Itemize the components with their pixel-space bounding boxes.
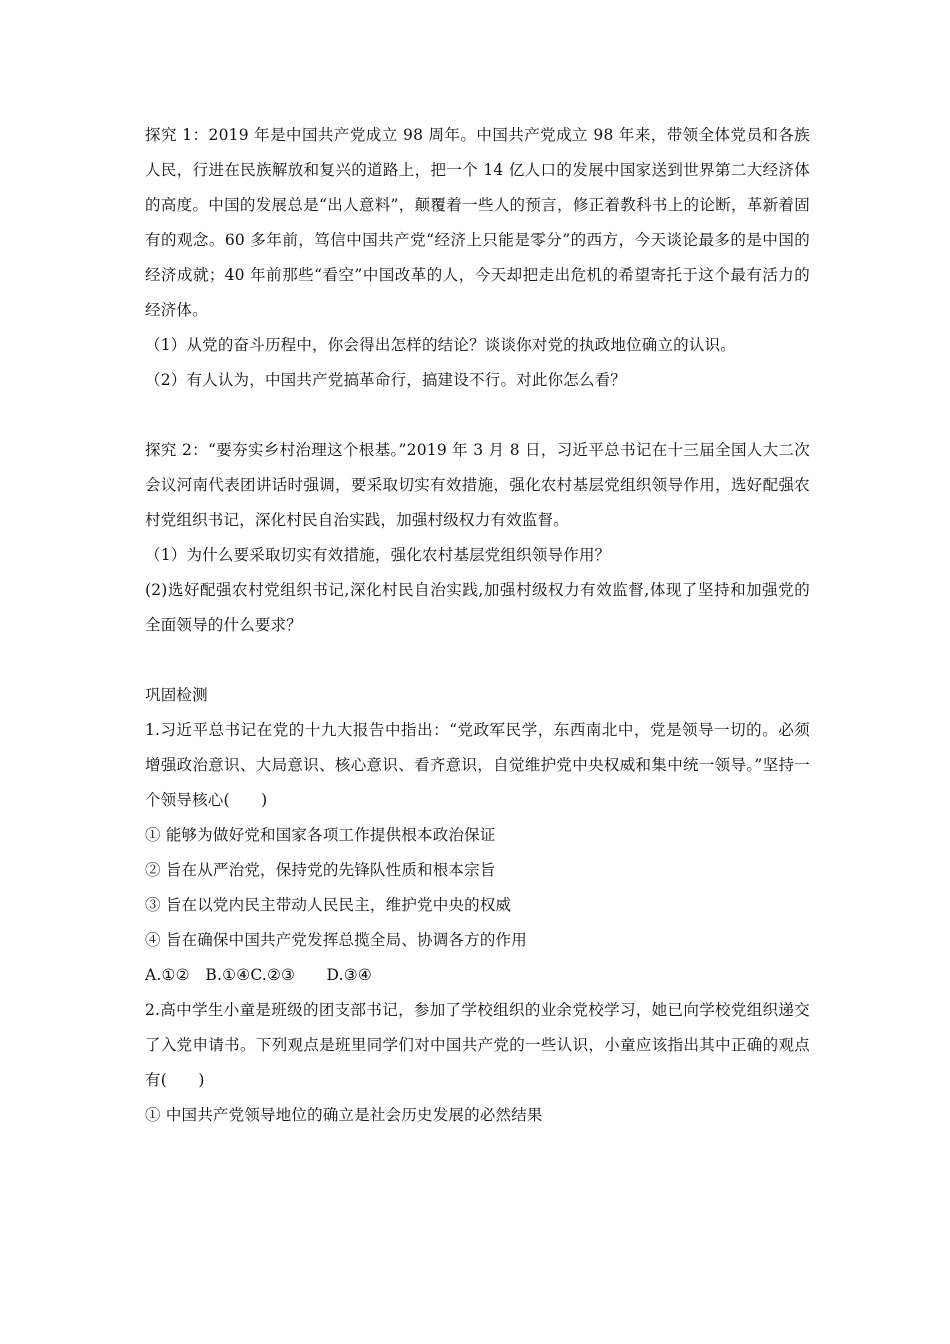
explore2-question-1: （1）为什么要采取切实有效措施，强化农村基层党组织领导作用？ xyxy=(145,546,611,564)
question-1-option-2: ② 旨在从严治党，保持党的先锋队性质和根本宗旨 xyxy=(145,861,496,879)
explore1-question-1: （1）从党的奋斗历程中，你会得出怎样的结论？谈谈你对党的执政地位确立的认识。 xyxy=(145,336,736,354)
question-2-stem: 2.高中学生小童是班级的团支部书记，参加了学校组织的业余党校学习，她已向学校党组织递交了入党申请书。下列观点是班里同学们对中国共产党的一些认识，小童应该指出其中正确的观点有( ) xyxy=(145,1001,810,1089)
question-1-answers: A.①② B.①④C.②③ D.③④ xyxy=(145,966,372,984)
question-1-option-1: ① 能够为做好党和国家各项工作提供根本政治保证 xyxy=(145,826,496,844)
section-title: 巩固检测 xyxy=(145,686,208,704)
spacer xyxy=(145,643,810,678)
question-2-option-1: ① 中国共产党领导地位的确立是社会历史发展的必然结果 xyxy=(145,1106,543,1124)
explore2-question-2: (2)选好配强农村党组织书记,深化村民自治实践,加强村级权力有效监督,体现了坚持和加强党的全面领导的什么要求？ xyxy=(145,581,810,634)
explore1-question-2: （2）有人认为，中国共产党搞革命行，搞建设不行。对此你怎么看？ xyxy=(145,371,627,389)
spacer xyxy=(145,398,810,433)
question-1-option-3: ③ 旨在以党内民主带动人民民主，维护党中央的权威 xyxy=(145,896,512,914)
explore1-passage: 探究 1：2019 年是中国共产党成立 98 周年。中国共产党成立 98 年来，带领全体党员和各族人民，行进在民族解放和复兴的道路上，把一个 14 亿人口的发展中国家送到世界第二大经济体的高度。中国的发展总是“出人意料”，颠覆着一些人的预言，修正着教科书上的论断，革新着固有的观念。60 多年前，笃信中国共产党“经济上只能是零分”的西方，今天谈论最多的是中国的经济成就；40 年前那些“看空”中国改革的人，今天却把走出危机的希望寄托于这个最有活力的经济体。 xyxy=(145,126,810,319)
question-1-stem: 1.习近平总书记在党的十九大报告中指出：“党政军民学，东西南北中，党是领导一切的。必须增强政治意识、大局意识、核心意识、看齐意识，自觉维护党中央权威和集中统一领导。”坚持一个领导核心( ) xyxy=(145,721,810,809)
explore2-passage: 探究 2：“要夯实乡村治理这个根基。”2019 年 3 月 8 日，习近平总书记在十三届全国人大二次会议河南代表团讲话时强调，要采取切实有效措施，强化农村基层党组织领导作用，选好配强农村党组织书记，深化村民自治实践，加强村级权力有效监督。 xyxy=(145,441,810,529)
question-1-option-4: ④ 旨在确保中国共产党发挥总揽全局、协调各方的作用 xyxy=(145,931,527,949)
document-page xyxy=(145,118,810,1133)
